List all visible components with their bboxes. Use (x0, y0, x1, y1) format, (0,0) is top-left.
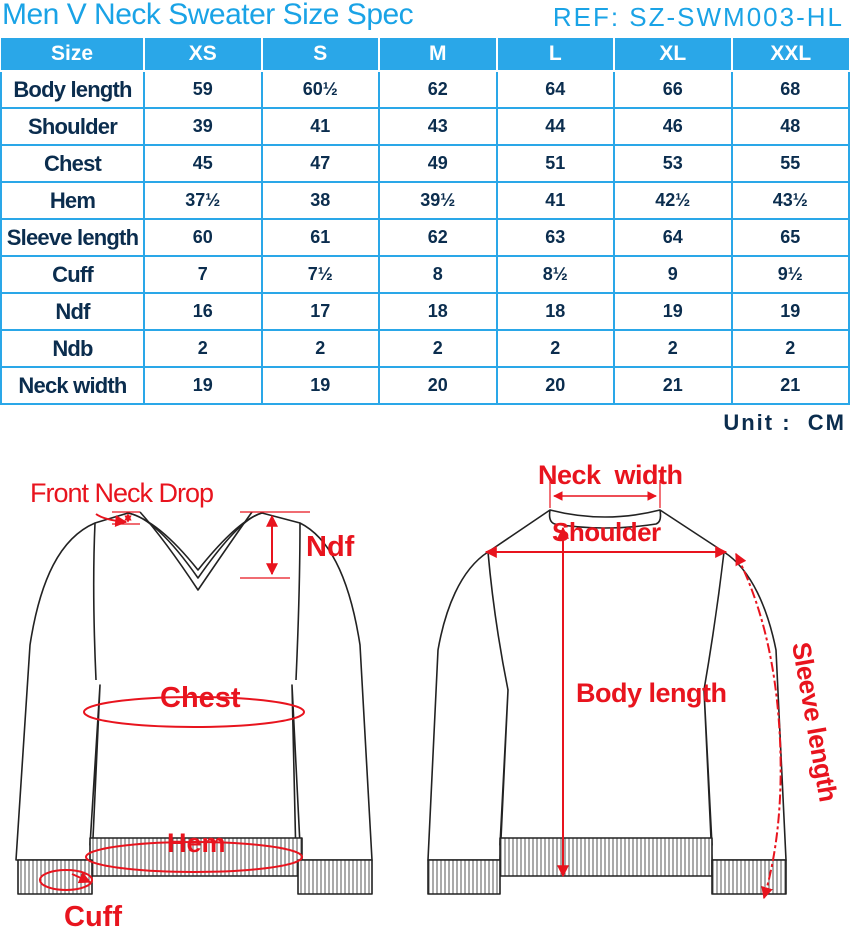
table-cell: 2 (732, 330, 850, 367)
table-cell: 7 (144, 256, 262, 293)
header-l: L (497, 38, 615, 71)
label-sleeve-length: Sleeve length (786, 639, 844, 804)
table-cell: 65 (732, 219, 850, 256)
table-cell: 2 (614, 330, 732, 367)
table-cell: 49 (379, 145, 497, 182)
table-cell: 2 (262, 330, 380, 367)
label-cuff: Cuff (64, 901, 122, 932)
table-cell: 60½ (262, 71, 380, 108)
table-cell: 19 (614, 293, 732, 330)
label-hem: Hem (167, 828, 226, 858)
table-cell: 19 (144, 367, 262, 404)
header-xxl: XXL (732, 38, 850, 71)
table-cell: 46 (614, 108, 732, 145)
table-cell: 43½ (732, 182, 850, 219)
label-ndf: Ndf (306, 531, 355, 563)
label-neck-width: Neck width (538, 460, 683, 490)
table-cell: 19 (732, 293, 850, 330)
table-cell: 2 (379, 330, 497, 367)
table-cell: 62 (379, 71, 497, 108)
table-cell: 59 (144, 71, 262, 108)
table-cell: 61 (262, 219, 380, 256)
table-cell: 2 (144, 330, 262, 367)
table-cell: 62 (379, 219, 497, 256)
header-m: M (379, 38, 497, 71)
label-front-neck-drop: Front Neck Drop (30, 478, 214, 508)
table-cell: 66 (614, 71, 732, 108)
row-label: Sleeve length (1, 219, 144, 256)
measurement-diagram (0, 440, 850, 932)
table-cell: 41 (497, 182, 615, 219)
table-cell: 7½ (262, 256, 380, 293)
table-row (1, 71, 849, 108)
table-cell: 9 (614, 256, 732, 293)
label-shoulder: Shoulder (552, 517, 661, 547)
table-cell: 48 (732, 108, 850, 145)
row-label: Cuff (1, 256, 144, 293)
table-cell: 53 (614, 145, 732, 182)
table-cell: 64 (497, 71, 615, 108)
row-label: Hem (1, 182, 144, 219)
table-cell: 17 (262, 293, 380, 330)
table-cell: 2 (497, 330, 615, 367)
table-cell: 39 (144, 108, 262, 145)
row-label: Neck width (1, 367, 144, 404)
table-cell: 18 (497, 293, 615, 330)
table-row (1, 256, 849, 293)
table-cell: 9½ (732, 256, 850, 293)
table-cell: 44 (497, 108, 615, 145)
table-cell: 41 (262, 108, 380, 145)
row-label: Ndb (1, 330, 144, 367)
table-cell: 51 (497, 145, 615, 182)
table-cell: 64 (614, 219, 732, 256)
table-row (1, 367, 849, 404)
table-row (1, 108, 849, 145)
size-spec-table (0, 38, 850, 405)
label-chest: Chest (160, 682, 241, 714)
unit-label: Unit : CM (723, 410, 846, 435)
table-cell: 55 (732, 145, 850, 182)
table-cell: 8 (379, 256, 497, 293)
table-cell: 38 (262, 182, 380, 219)
table-cell: 20 (497, 367, 615, 404)
row-label: Shoulder (1, 108, 144, 145)
table-row (1, 219, 849, 256)
table-cell: 47 (262, 145, 380, 182)
table-cell: 68 (732, 71, 850, 108)
table-row (1, 145, 849, 182)
table-cell: 42½ (614, 182, 732, 219)
row-label: Chest (1, 145, 144, 182)
table-cell: 37½ (144, 182, 262, 219)
page-title: Men V Neck Sweater Size Spec (2, 0, 414, 31)
table-cell: 20 (379, 367, 497, 404)
table-cell: 16 (144, 293, 262, 330)
header-size: Size (1, 38, 144, 71)
header-s: S (262, 38, 380, 71)
header-xs: XS (144, 38, 262, 71)
label-body-length: Body length (576, 678, 727, 708)
table-cell: 43 (379, 108, 497, 145)
table-cell: 60 (144, 219, 262, 256)
row-label: Ndf (1, 293, 144, 330)
table-cell: 18 (379, 293, 497, 330)
table-cell: 63 (497, 219, 615, 256)
table-cell: 8½ (497, 256, 615, 293)
table-cell: 39½ (379, 182, 497, 219)
table-cell: 45 (144, 145, 262, 182)
row-label: Body length (1, 71, 144, 108)
table-header-row (1, 38, 849, 71)
table-cell: 21 (732, 367, 850, 404)
table-cell: 21 (614, 367, 732, 404)
table-row (1, 293, 849, 330)
table-cell: 19 (262, 367, 380, 404)
reference-code: REF: SZ-SWM003-HL (552, 2, 844, 32)
table-row (1, 182, 849, 219)
header-xl: XL (614, 38, 732, 71)
table-row (1, 330, 849, 367)
